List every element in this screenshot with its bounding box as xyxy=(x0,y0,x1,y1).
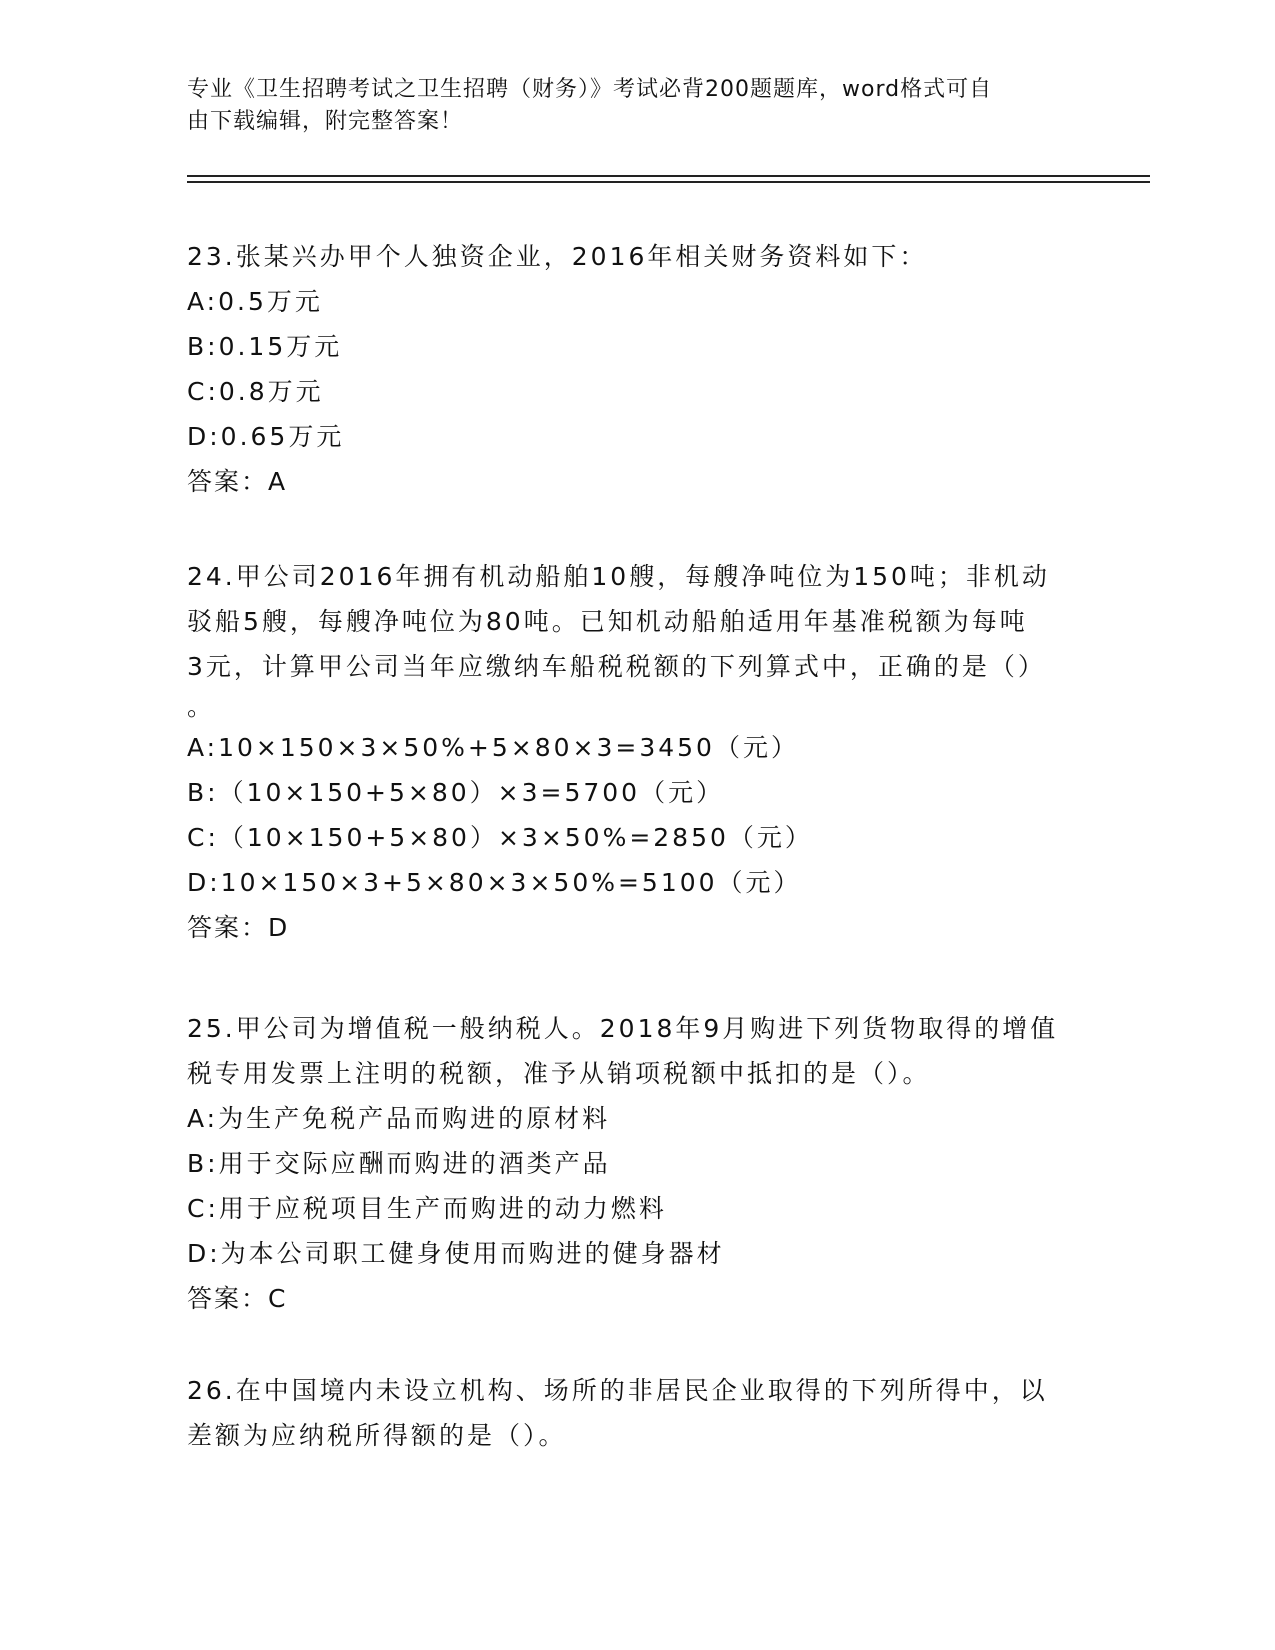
option-a: A:0.5万元 xyxy=(187,287,323,316)
option-b: B:（10×150+5×80）×3=5700（元） xyxy=(187,778,725,807)
question-stem-line: 驳船5艘，每艘净吨位为80吨。已知机动船舶适用年基准税额为每吨 xyxy=(187,607,1028,636)
answer: 答案：A xyxy=(187,467,288,496)
header-divider-top xyxy=(187,175,1150,177)
option-a: A:10×150×3×50%+5×80×3=3450（元） xyxy=(187,733,799,762)
option-d: D:为本公司职工健身使用而购进的健身器材 xyxy=(187,1239,725,1268)
option-b: B:用于交际应酬而购进的酒类产品 xyxy=(187,1149,611,1178)
question-stem-line: 差额为应纳税所得额的是（）。 xyxy=(187,1421,567,1450)
header-divider-bottom xyxy=(187,181,1150,183)
question-stem-line: 26.在中国境内未设立机构、场所的非居民企业取得的下列所得中，以 xyxy=(187,1376,1048,1405)
question-stem-line: 。 xyxy=(187,692,216,721)
header-line-2: 由下载编辑，附完整答案！ xyxy=(187,109,464,134)
option-a: A:为生产免税产品而购进的原材料 xyxy=(187,1104,611,1133)
question-stem-line: 3元，计算甲公司当年应缴纳车船税税额的下列算式中，正确的是（） xyxy=(187,652,1046,681)
option-c: C:0.8万元 xyxy=(187,377,324,406)
question-23 xyxy=(187,234,1087,504)
option-d: D:0.65万元 xyxy=(187,422,345,451)
document-header xyxy=(187,74,1087,138)
question-stem-line: 24.甲公司2016年拥有机动船舶10艘，每艘净吨位为150吨；非机动 xyxy=(187,562,1050,591)
option-d: D:10×150×3+5×80×3×50%=5100（元） xyxy=(187,868,802,897)
question-stem-line: 25.甲公司为增值税一般纳税人。2018年9月购进下列货物取得的增值 xyxy=(187,1014,1059,1043)
question-25 xyxy=(187,1006,1087,1321)
question-stem-line: 税专用发票上注明的税额，准予从销项税额中抵扣的是（）。 xyxy=(187,1059,931,1088)
option-c: C:（10×150+5×80）×3×50%=2850（元） xyxy=(187,823,813,852)
answer: 答案：C xyxy=(187,1284,288,1313)
question-26 xyxy=(187,1368,1087,1458)
header-line-1: 专业《卫生招聘考试之卫生招聘（财务）》考试必背200题题库，word格式可自 xyxy=(187,77,993,102)
answer: 答案：D xyxy=(187,913,290,942)
option-c: C:用于应税项目生产而购进的动力燃料 xyxy=(187,1194,667,1223)
question-24 xyxy=(187,554,1087,950)
option-b: B:0.15万元 xyxy=(187,332,343,361)
question-stem: 23.张某兴办甲个人独资企业，2016年相关财务资料如下： xyxy=(187,242,928,271)
